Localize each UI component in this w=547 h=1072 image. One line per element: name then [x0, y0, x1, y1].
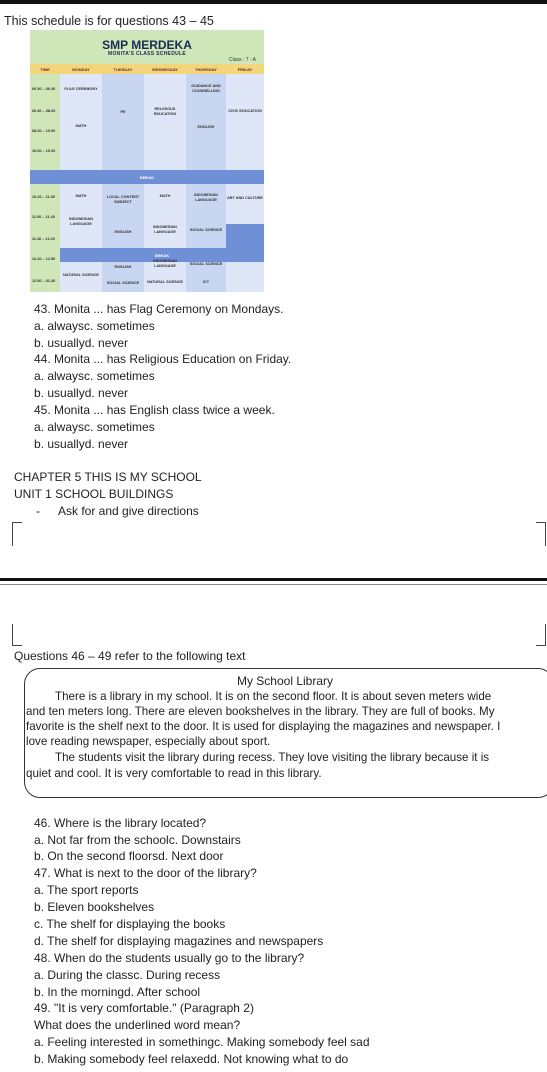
page-divider — [0, 578, 547, 581]
question-44: 44. Monita ... has Religious Education on Friday. — [34, 352, 292, 366]
time-slot: 12.20 – 12.50 — [32, 257, 56, 261]
question-43: 43. Monita ... has Flag Ceremony on Mondays. — [34, 302, 284, 316]
question-46: 46. Where is the library located? — [34, 816, 207, 830]
break-band-1: BREAK — [30, 170, 264, 184]
unit-title: UNIT 1 SCHOOL BUILDINGS — [14, 487, 174, 501]
time-slot: 11.40 – 12.20 — [32, 237, 56, 241]
passage-line: The students visit the library during recess. They love visiting the library because it is — [55, 751, 490, 764]
cell-flag-ceremony: FLAG CEREMONY — [64, 86, 98, 91]
question-47-option-d: d. The shelf for displaying magazines and newspapers — [34, 934, 324, 948]
time-slot: 10.20 – 11.00 — [32, 195, 56, 199]
question-45-option-a: a. alwaysc. sometimes — [34, 420, 155, 434]
question-44-option-b: b. usuallyd. never — [34, 386, 129, 400]
cell-indonesian: INDONESIAN LANGUAGE — [153, 259, 177, 268]
schedule-subtitle: MONITA'S CLASS SCHEDULE — [108, 51, 186, 57]
question-48-option-a: a. During the classc. During recess — [34, 968, 221, 982]
col-header-wednesday: WEDNESDAY — [144, 64, 186, 74]
cell-math: MATH — [159, 193, 171, 198]
cell-art-culture: ART AND CULTURE — [227, 195, 263, 200]
passage-line: quiet and cool. It is very comfortable to read in this library. — [26, 767, 322, 780]
cell-math: MATH — [75, 193, 87, 198]
cell-english: ENGLISH — [197, 124, 215, 129]
friday-block — [226, 224, 264, 248]
question-47-option-a: a. The sport reports — [34, 883, 139, 897]
cell-ict: ICT — [202, 279, 210, 284]
question-46-option-b: b. On the second floorsd. Next door — [34, 849, 224, 863]
passage-title: My School Library — [236, 674, 334, 688]
question-43-option-b: b. usuallyd. never — [34, 336, 129, 350]
question-49: 49. "It is very comfortable." (Paragraph 2) — [34, 1001, 254, 1015]
cell-english: ENGLISH — [114, 264, 132, 269]
question-45-option-b: b. usuallyd. never — [34, 437, 129, 451]
question-47-option-b: b. Eleven bookshelves — [34, 900, 155, 914]
time-slot: 10.00 – 10.20 — [32, 149, 56, 153]
class-schedule-image — [30, 30, 264, 292]
question-45: 45. Monita ... has English class twice a week. — [34, 403, 275, 417]
chapter-title: CHAPTER 5 THIS IS MY SCHOOL — [14, 470, 202, 484]
question-47: 47. What is next to the door of the library? — [34, 866, 257, 880]
question-48: 48. When do the students usually go to the library? — [34, 951, 305, 965]
question-44-option-a: a. alwaysc. sometimes — [34, 369, 155, 383]
cell-natural-science: NATURAL SCIENCE — [147, 279, 183, 284]
unit-item: Ask for and give directions — [58, 504, 199, 518]
question-47-option-c: c. The shelf for displaying the books — [34, 917, 226, 931]
cell-guidance: GUIDANCE AND COUNSELLING — [191, 84, 221, 93]
questions-reference: Questions 46 – 49 refer to the following text — [14, 649, 246, 663]
col-header-friday: FRIDAY — [226, 64, 264, 74]
cell-social-science: SOCIAL SCIENCE — [189, 261, 223, 266]
break-band-2: BREAK — [60, 248, 264, 262]
time-slot: 06.40 – 08.20 — [32, 109, 56, 113]
cell-english: ENGLISH — [114, 229, 132, 234]
cell-indonesian: INDONESIAN LANGUAGE — [69, 217, 93, 226]
top-border — [0, 0, 547, 4]
question-43-option-a: a. alwaysc. sometimes — [34, 319, 155, 333]
time-slot: 11.00 – 11.40 — [32, 215, 55, 219]
corner-mark — [536, 522, 546, 546]
schedule-class: Class : 7 - A — [229, 57, 256, 63]
question-46-option-a: a. Not far from the schoolc. Downstairs — [34, 833, 241, 847]
cell-math: MATH — [75, 123, 87, 128]
cell-indonesian: INDONESIAN LANGUAGE — [153, 225, 177, 234]
cell-social-science: SOCIAL SCIENCE — [189, 227, 223, 232]
cell-social-science: SOCIAL SCIENCE — [106, 280, 140, 285]
cell-natural-science: NATURAL SCIENCE — [63, 272, 99, 277]
question-49-prompt: What does the underlined word mean? — [34, 1018, 241, 1032]
col-header-monday: MONDAY — [60, 64, 102, 74]
passage-line: favorite is the shelf next to the door. It is used for displaying the magazines and newspaper. I — [26, 720, 501, 733]
cell-pe: PE — [120, 109, 126, 114]
time-slot: 08.20 – 10.00 — [32, 129, 56, 133]
cell-indonesian: INDONESIAN LANGUAGE — [194, 193, 218, 202]
col-header-thursday: THURSDAY — [186, 64, 226, 74]
schedule-title: SMP MERDEKA — [102, 38, 192, 52]
corner-mark — [12, 624, 22, 646]
corner-mark — [536, 624, 546, 646]
schedule-grid — [30, 64, 264, 292]
cell-religious-education: RELIGIOUS EDUCATION — [153, 107, 177, 116]
cell-civic-education: CIVIC EDUCATION — [228, 108, 262, 113]
time-slot: 06.30 – 06.40 — [32, 87, 56, 91]
col-header-tuesday: TUESDAY — [102, 64, 144, 74]
schedule-intro: This schedule is for questions 43 – 45 — [4, 14, 214, 28]
corner-mark — [12, 522, 22, 546]
passage-line: and ten meters long. There are eleven bookshelves in the library. They are full of books. My — [26, 705, 495, 718]
question-48-option-b: b. In the morningd. After school — [34, 985, 201, 999]
question-49-option-b: b. Making somebody feel relaxedd. Not knowing what to do — [34, 1052, 349, 1066]
cell-local-content: LOCAL CONTENT SUBJECT — [106, 195, 140, 204]
page-divider-shadow — [0, 584, 547, 585]
passage-line: love reading newspaper, especially about sport. — [26, 735, 271, 748]
col-header-time: TIME — [30, 64, 60, 74]
passage-line: There is a library in my school. It is on the second floor. It is about seven meters wide — [55, 690, 492, 703]
question-49-option-a: a. Feeling interested in somethingc. Making somebody feel sad — [34, 1035, 370, 1049]
unit-bullet: - — [36, 504, 40, 518]
time-slot: 12.50 – 01.30 — [32, 279, 56, 283]
